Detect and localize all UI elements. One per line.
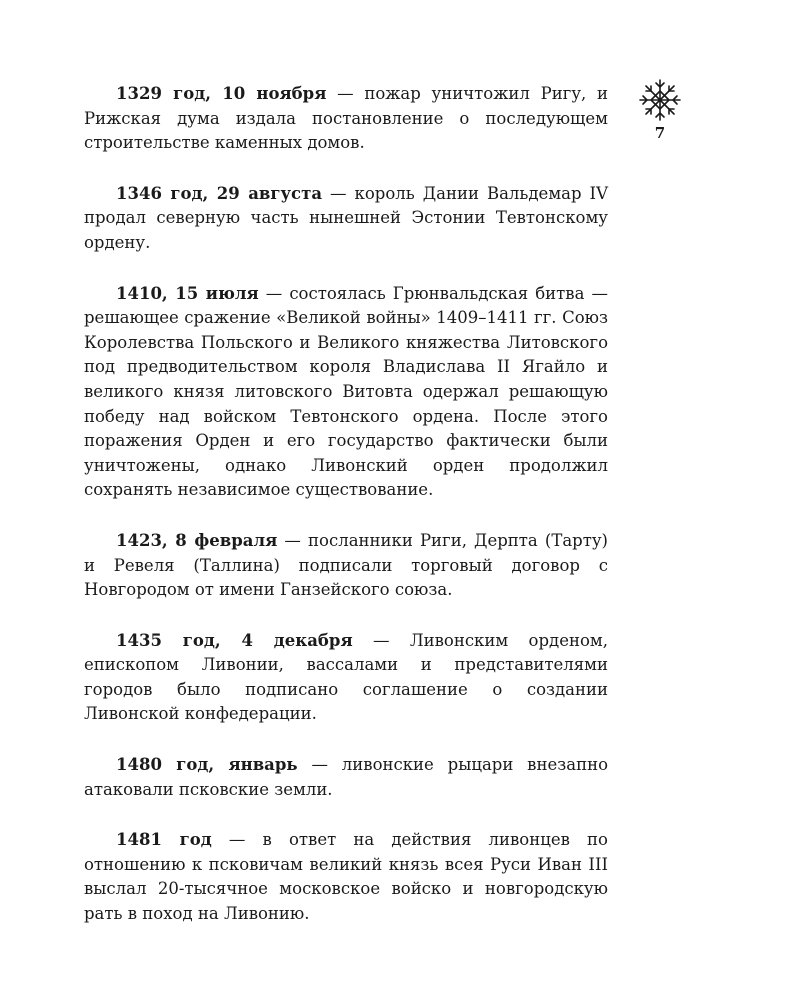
page-number: 7 — [654, 124, 666, 142]
snowflake-ornament-icon — [636, 76, 684, 124]
chronology-entry — [84, 629, 608, 727]
chronology-entry — [84, 828, 608, 926]
entry-text: — состоялась Грюнвальдская битва — решающее сражение «Великой войны» 1409–1411 гг. Союз Королевства Польского и Великого княжества Литовского под предводительством короля Владислава II Ягайло и великого князя литовского Витовта одержал решающую победу над войском Тевтонского ордена. После этого поражения Орден и его государство фактически были уничтожены, однако Ливонский орден продолжил сохранять независимое существование. — [84, 283, 608, 500]
chronology-entry — [84, 182, 608, 256]
entry-date: 1481 год — [116, 830, 212, 850]
entry-text: — посланники Риги, Дерпта (Тарту) и Ревеля (Таллина) подписали торговый договор с Новгородом от имени Ганзейского союза. — [84, 530, 608, 600]
chronology-entry — [84, 82, 608, 156]
entry-text: — пожар уничтожил Ригу, и Рижская дума издала постановление о последующем строительстве каменных домов. — [84, 84, 608, 153]
entry-date: 1423, 8 февраля — [116, 530, 278, 550]
entry-date: 1410, 15 июля — [116, 283, 259, 303]
entry-text: — Ливонским орденом, епископом Ливонии, вассалами и представителями городов было подписано соглашение о создании Ливонской конфедерации. — [84, 630, 608, 724]
entry-text: — в ответ на действия ливонцев по отношению к псковичам великий князь всея Руси Иван III выслал 20-тысячное московское войско и новгородскую рать в поход на Ливонию. — [84, 830, 608, 924]
chronology-entry — [84, 753, 608, 802]
entry-date: 1346 год, 29 августа — [116, 183, 323, 203]
entry-date: 1329 год, 10 ноября — [116, 84, 327, 103]
page-body — [84, 82, 608, 953]
entry-date: 1480 год, январь — [116, 755, 298, 775]
entry-date: 1435 год, 4 декабря — [116, 630, 353, 650]
entry-text: — король Дании Вальдемар IV продал северную часть нынешней Эстонии Тевтонскому ордену. — [84, 183, 608, 252]
entry-text: — ливонские рыцари внезапно атаковали псковские земли. — [84, 755, 609, 799]
chronology-entry — [84, 529, 608, 603]
chronology-entry — [84, 282, 608, 503]
